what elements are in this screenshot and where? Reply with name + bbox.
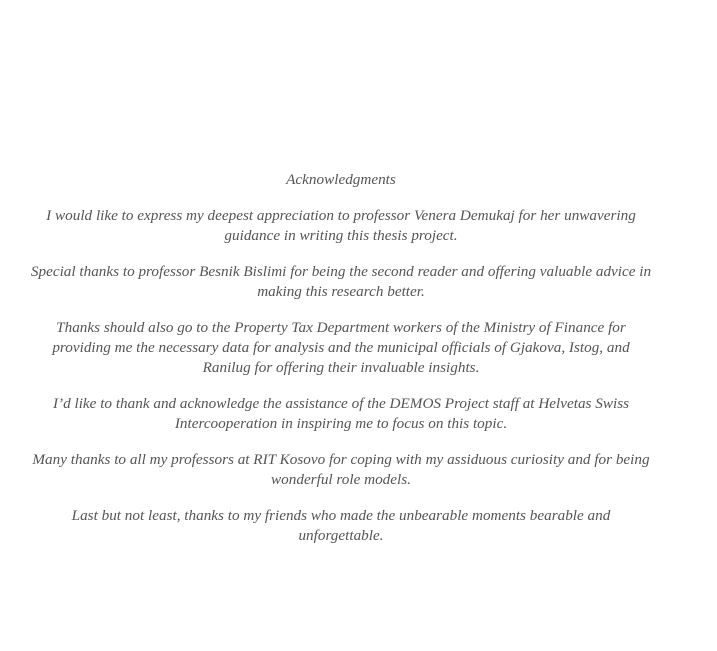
acknowledgment-paragraph-4: I’d like to thank and acknowledge the assistance of the DEMOS Project staff at Helvetas Swiss Intercooperation in inspiring me to focus on this topic.	[52, 395, 630, 432]
document-page	[30, 170, 652, 562]
acknowledgment-paragraph-2: Special thanks to professor Besnik Bislimi for being the second reader and offering valuable advice in making this research better.	[30, 263, 652, 300]
acknowledgment-paragraph-3: Thanks should also go to the Property Tax Department workers of the Ministry of Finance for providing me the necessary data for analysis and the municipal officials of Gjakova, Istog, and Ranilug for offering their invaluable insights.	[52, 319, 630, 376]
page-title: Acknowledgments	[286, 171, 396, 188]
acknowledgment-paragraph-1: I would like to express my deepest appreciation to professor Venera Demukaj for her unwavering guidance in writing this thesis project.	[46, 207, 636, 244]
acknowledgment-paragraph-6: Last but not least, thanks to my friends who made the unbearable moments bearable and unforgettable.	[71, 507, 611, 544]
acknowledgment-paragraph-5: Many thanks to all my professors at RIT Kosovo for coping with my assiduous curiosity and for being wonderful role models.	[32, 451, 650, 488]
